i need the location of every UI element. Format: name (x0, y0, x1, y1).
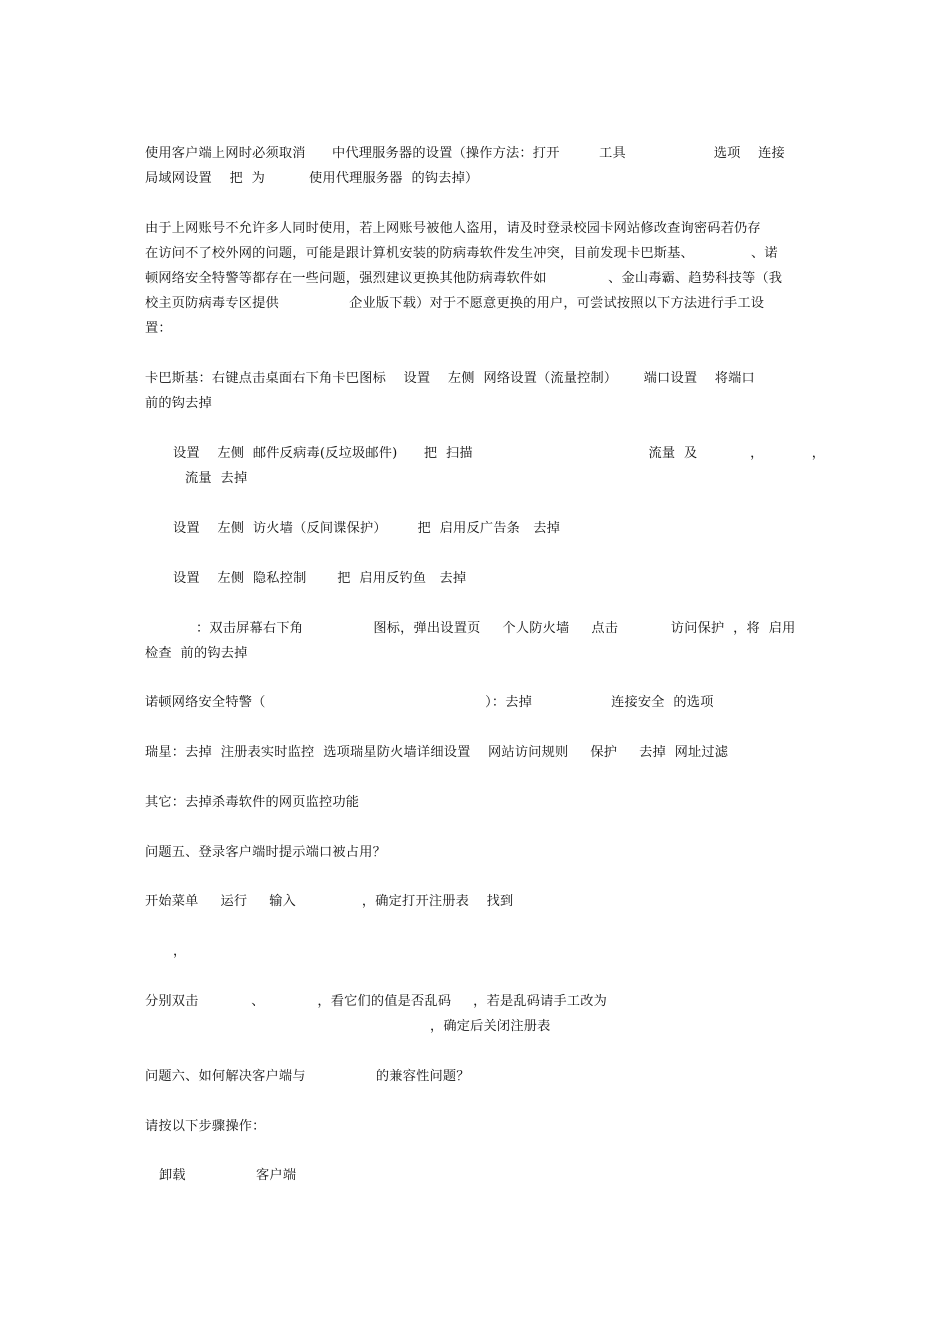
rising-line: 瑞星：去掉 注册表实时监控 选项瑞星防火墙详细设置 网站访问规则 保护 去掉 网址过滤 (145, 745, 729, 760)
kaspersky-mail-line-1: 设置 左侧 邮件反病毒(反垃圾邮件) 把 扫描 流量 及 ， ， (173, 446, 826, 461)
kaspersky-privacy-line: 设置 左侧 隐私控制 把 启用反钓鱼 去掉 (173, 571, 467, 586)
paragraph-antivirus-line-2: 在访问不了校外网的问题，可能是跟计算机安装的防病毒软件发生冲突，目前发现卡巴斯基、 、诺 (145, 246, 778, 261)
double-click-line-1: 分别双击 、 ，看它们的值是否乱码 ，若是乱码请手工改为 (145, 994, 608, 1009)
uninstall-client-line: 卸载 客户端 (159, 1168, 297, 1183)
kaspersky-line-2: 前的钩去掉 (145, 396, 212, 411)
registry-path-line: ， (173, 944, 187, 959)
paragraph-antivirus-line-3: 顿网络安全特警等都存在一些问题，强烈建议更换其他防病毒软件如 、金山毒霸、趋势科技等（我 (145, 271, 783, 286)
steps-intro-line: 请按以下步骤操作： (145, 1119, 266, 1134)
paragraph-antivirus-line-5: 置： (145, 321, 172, 336)
paragraph-antivirus-line-1: 由于上网账号不允许多人同时使用，若上网账号被他人盗用，请及时登录校园卡网站修改查询密码若仍存 (145, 221, 761, 236)
question-six-heading: 问题六、如何解决客户端与 的兼容性问题？ (145, 1069, 470, 1084)
kaspersky-mail-line-2: 流量 去掉 (185, 471, 248, 486)
double-click-line-2: ，确定后关闭注册表 (430, 1019, 551, 1034)
paragraph-proxy-line-2: 局域网设置 把 为 使用代理服务器 的钩去掉） (145, 171, 479, 186)
other-av-line-1: ：双击屏幕右下角 图标，弹出设置页 个人防火墙 点击 访问保护 ，将 启用 (196, 621, 796, 636)
kaspersky-firewall-line: 设置 左侧 访火墙（反间谍保护） 把 启用反广告条 去掉 (173, 521, 560, 536)
start-menu-line: 开始菜单 运行 输入 ，确定打开注册表 找到 (145, 894, 514, 909)
paragraph-antivirus-line-4: 校主页防病毒专区提供 企业版下载）对于不愿意更换的用户，可尝试按照以下方法进行手工设 (145, 296, 765, 311)
norton-line: 诺顿网络安全特警（ ）：去掉 连接安全 的选项 (145, 695, 714, 710)
other-av-line-2: 检查 前的钩去掉 (145, 646, 248, 661)
others-line: 其它：去掉杀毒软件的网页监控功能 (145, 795, 360, 810)
kaspersky-line-1: 卡巴斯基：右键点击桌面右下角卡巴图标 设置 左侧 网络设置（流量控制） 端口设置 将端口 (145, 371, 755, 386)
question-five-heading: 问题五、登录客户端时提示端口被占用？ (145, 845, 386, 860)
paragraph-proxy-line-1: 使用客户端上网时必须取消 中代理服务器的设置（操作方法：打开 工具 选项 连接 (145, 146, 785, 161)
